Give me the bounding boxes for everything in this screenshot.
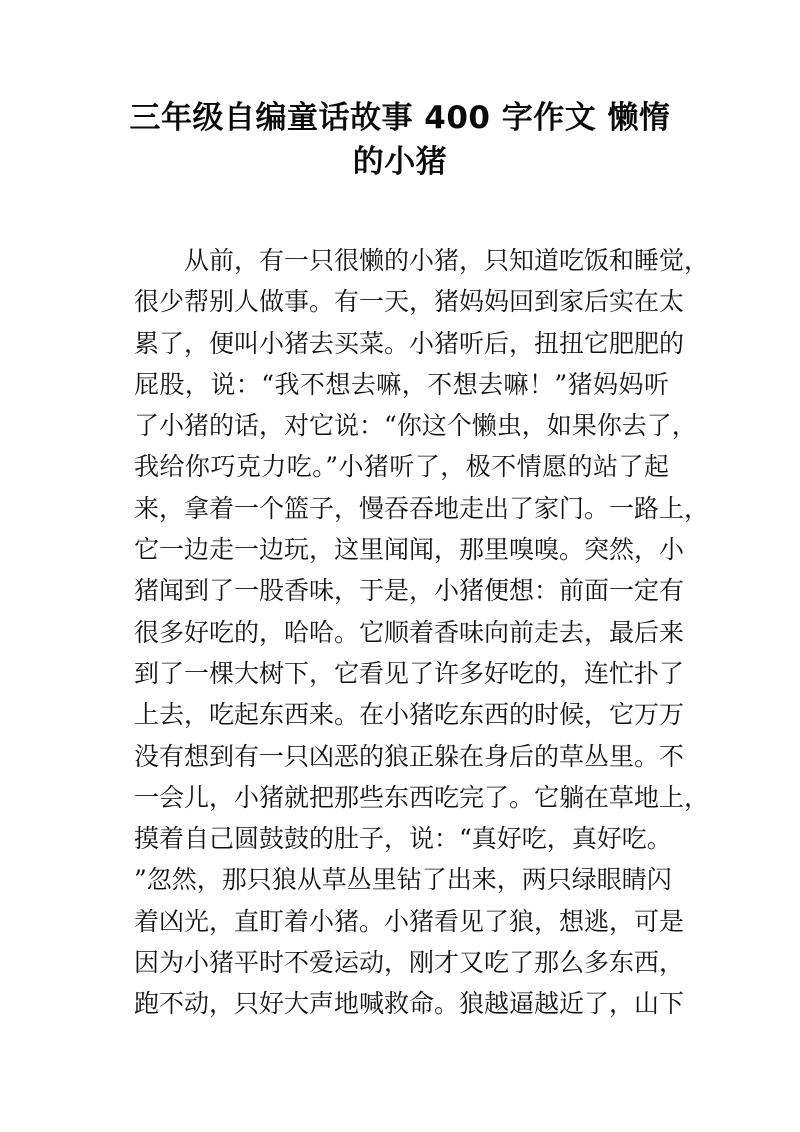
body-line: 摸着自己圆鼓鼓的肚子，说：“真好吃，真好吃。 <box>134 824 672 854</box>
body-line: 累了，便叫小猪去买菜。小猪听后，扭扭它肥肥的 <box>134 328 685 358</box>
title-line-2: 的小猪 <box>352 144 448 180</box>
body-line: 到了一棵大树下，它看见了许多好吃的，连忙扑了 <box>134 658 685 688</box>
body-line: 它一边走一边玩，这里闻闻，那里嗅嗅。突然，小 <box>134 535 685 565</box>
body-line: 我给你巧克力吃。”小猪听了，极不情愿的站了起 <box>134 452 669 482</box>
document-title <box>120 96 680 184</box>
body-line: 很多好吃的，哈哈。它顺着香味向前走去，最后来 <box>134 617 685 647</box>
body-line: 一会儿，小猪就把那些东西吃完了。它躺在草地上， <box>134 782 710 812</box>
body-line: ”忽然，那只狼从草丛里钻了出来，两只绿眼睛闪 <box>134 865 672 895</box>
body-line: 来，拿着一个篮子，慢吞吞地走出了家门。一路上， <box>134 493 710 523</box>
body-line: 因为小猪平时不爱运动，刚才又吃了那么多东西， <box>134 948 685 978</box>
body-line: 上去，吃起东西来。在小猪吃东西的时候，它万万 <box>134 700 685 730</box>
body-line: 从前，有一只很懒的小猪，只知道吃饭和睡觉， <box>184 246 710 275</box>
body-line: 跑不动，只好大声地喊救命。狼越逼越近了，山下 <box>134 989 685 1019</box>
body-line: 屁股，说：“我不想去嘛，不想去嘛！”猪妈妈听 <box>134 369 669 399</box>
body-line: 了小猪的话，对它说：“你这个懒虫，如果你去了， <box>134 411 697 441</box>
body-line: 猪闻到了一股香味，于是，小猪便想：前面一定有 <box>134 576 685 606</box>
body-line: 没有想到有一只凶恶的狼正躲在身后的草丛里。不 <box>134 741 685 771</box>
body-line: 很少帮别人做事。有一天，猪妈妈回到家后实在太 <box>134 287 685 317</box>
story-body <box>134 240 710 1025</box>
body-line: 着凶光，直盯着小猪。小猪看见了狼，想逃，可是 <box>134 906 685 936</box>
title-line-1: 三年级自编童话故事 400 字作文 懒惰 <box>129 100 671 136</box>
